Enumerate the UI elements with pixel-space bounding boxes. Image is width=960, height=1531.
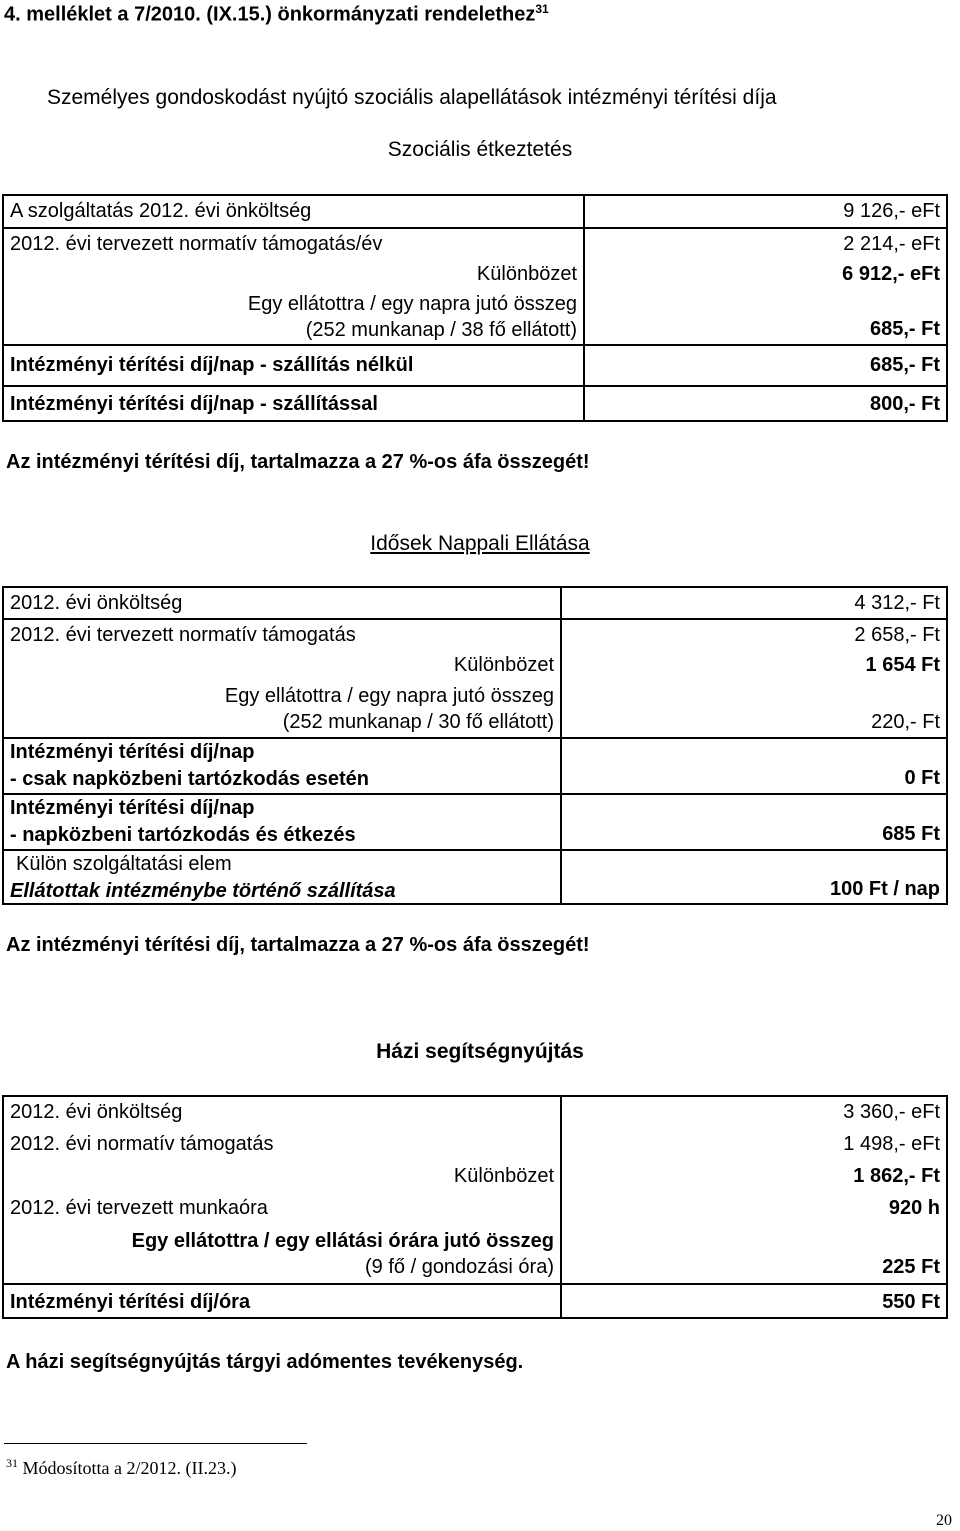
tax-note: A házi segítségnyújtás tárgyi adómentes tevékenység. xyxy=(6,1351,524,1373)
table-row-label: 2012. évi önköltség xyxy=(10,1101,183,1123)
table-row-label: Egy ellátottra / egy napra jutó összeg (252 munkanap / 30 fő ellátott) xyxy=(224,685,554,733)
table-row-value: 4 312,- Ft xyxy=(854,591,940,614)
section-title-hazi-segitsegnyujtas: Házi segítségnyújtás xyxy=(376,1040,584,1063)
table-row-label: 2012. évi tervezett normatív támogatás/év xyxy=(10,232,383,255)
table-row-label: A szolgáltatás 2012. évi önköltség xyxy=(10,200,312,222)
table-row-value: 225 Ft xyxy=(882,1256,940,1278)
table-row-label: Egy ellátottra / egy napra jutó összeg (252 munkanap / 38 fő ellátott) xyxy=(247,292,577,341)
table-row-value: 3 360,- eFt xyxy=(843,1101,940,1123)
table-row-value: 0 Ft xyxy=(904,767,940,789)
table-row-label: Intézményi térítési díj/óra xyxy=(10,1290,251,1313)
table-row-label: 2012. évi tervezett munkaóra xyxy=(10,1196,268,1219)
page-number: 20 xyxy=(936,1512,952,1529)
table-row-label: Intézményi térítési díj/nap - szállítás nélkül xyxy=(10,354,414,376)
table-row-value: 920 h xyxy=(888,1196,940,1219)
table-row-label: Egy ellátottra / egy ellátási órára jutó összeg (9 fő / gondozási óra) xyxy=(131,1229,554,1278)
table-row-value: 100 Ft / nap xyxy=(829,877,940,900)
table-row-label: Külön szolgáltatási elem Ellátottak intézménybe történő szállítása xyxy=(10,853,396,902)
table-row-value: 1 498,- eFt xyxy=(843,1132,940,1155)
table-row-value: 9 126,- eFt xyxy=(843,200,940,222)
table-row-value: 685,- Ft xyxy=(869,354,940,376)
footnote-divider xyxy=(4,1443,307,1444)
table-row-value: 1 654 Ft xyxy=(865,654,940,676)
table-row-label: Különbözet xyxy=(453,654,554,676)
annex-reference: 4. melléklet a 7/2010. (IX.15.) önkormányzati rendelethez$^{31}$ xyxy=(4,2,549,26)
table-row-value: 550 Ft xyxy=(882,1290,940,1313)
table-row-label: Különbözet xyxy=(453,1164,554,1187)
table-row-value: 220,- Ft xyxy=(871,710,940,733)
table-row-value: 800,- Ft xyxy=(869,393,940,415)
table-row-value: 2 214,- eFt xyxy=(843,232,940,255)
table-row-value: 685 Ft xyxy=(882,823,940,845)
vat-note: Az intézményi térítési díj, tartalmazza a 27 %-os áfa összegét! xyxy=(6,451,590,473)
section-title-idosek-nappali-ellatasa: Idősek Nappali Ellátása xyxy=(370,532,590,555)
table-row-value: 2 658,- Ft xyxy=(854,623,940,646)
vat-note: Az intézményi térítési díj, tartalmazza a 27 %-os áfa összegét! xyxy=(6,934,590,956)
table-row-label: Intézményi térítési díj/nap - csak napközbeni tartózkodás esetén xyxy=(10,741,370,790)
table-row-label: Intézményi térítési díj/nap - napközbeni tartózkodás és étkezés xyxy=(10,797,356,846)
footnote-marker: 31 xyxy=(535,2,549,16)
table-row-label: 2012. évi tervezett normatív támogatás xyxy=(10,623,356,646)
table-row-value: 6 912,- eFt xyxy=(842,262,940,285)
section-title-szocialis-etkeztetes: Szociális étkeztetés xyxy=(387,138,573,161)
table-row-label: Intézményi térítési díj/nap - szállítással xyxy=(10,393,378,415)
table-row-label: 2012. évi önköltség xyxy=(10,591,183,614)
footnote: $^{31}$ Módosította a 2/2012. (II.23.) xyxy=(6,1456,237,1478)
table-row-value: 685,- Ft xyxy=(869,318,940,340)
table-row-label: Különbözet xyxy=(476,262,577,285)
table-row-value: 1 862,- Ft xyxy=(853,1164,940,1187)
page-title: Személyes gondoskodást nyújtó szociális alapellátások intézményi térítési díja xyxy=(47,86,777,109)
table-row-label: 2012. évi normatív támogatás xyxy=(10,1132,274,1155)
